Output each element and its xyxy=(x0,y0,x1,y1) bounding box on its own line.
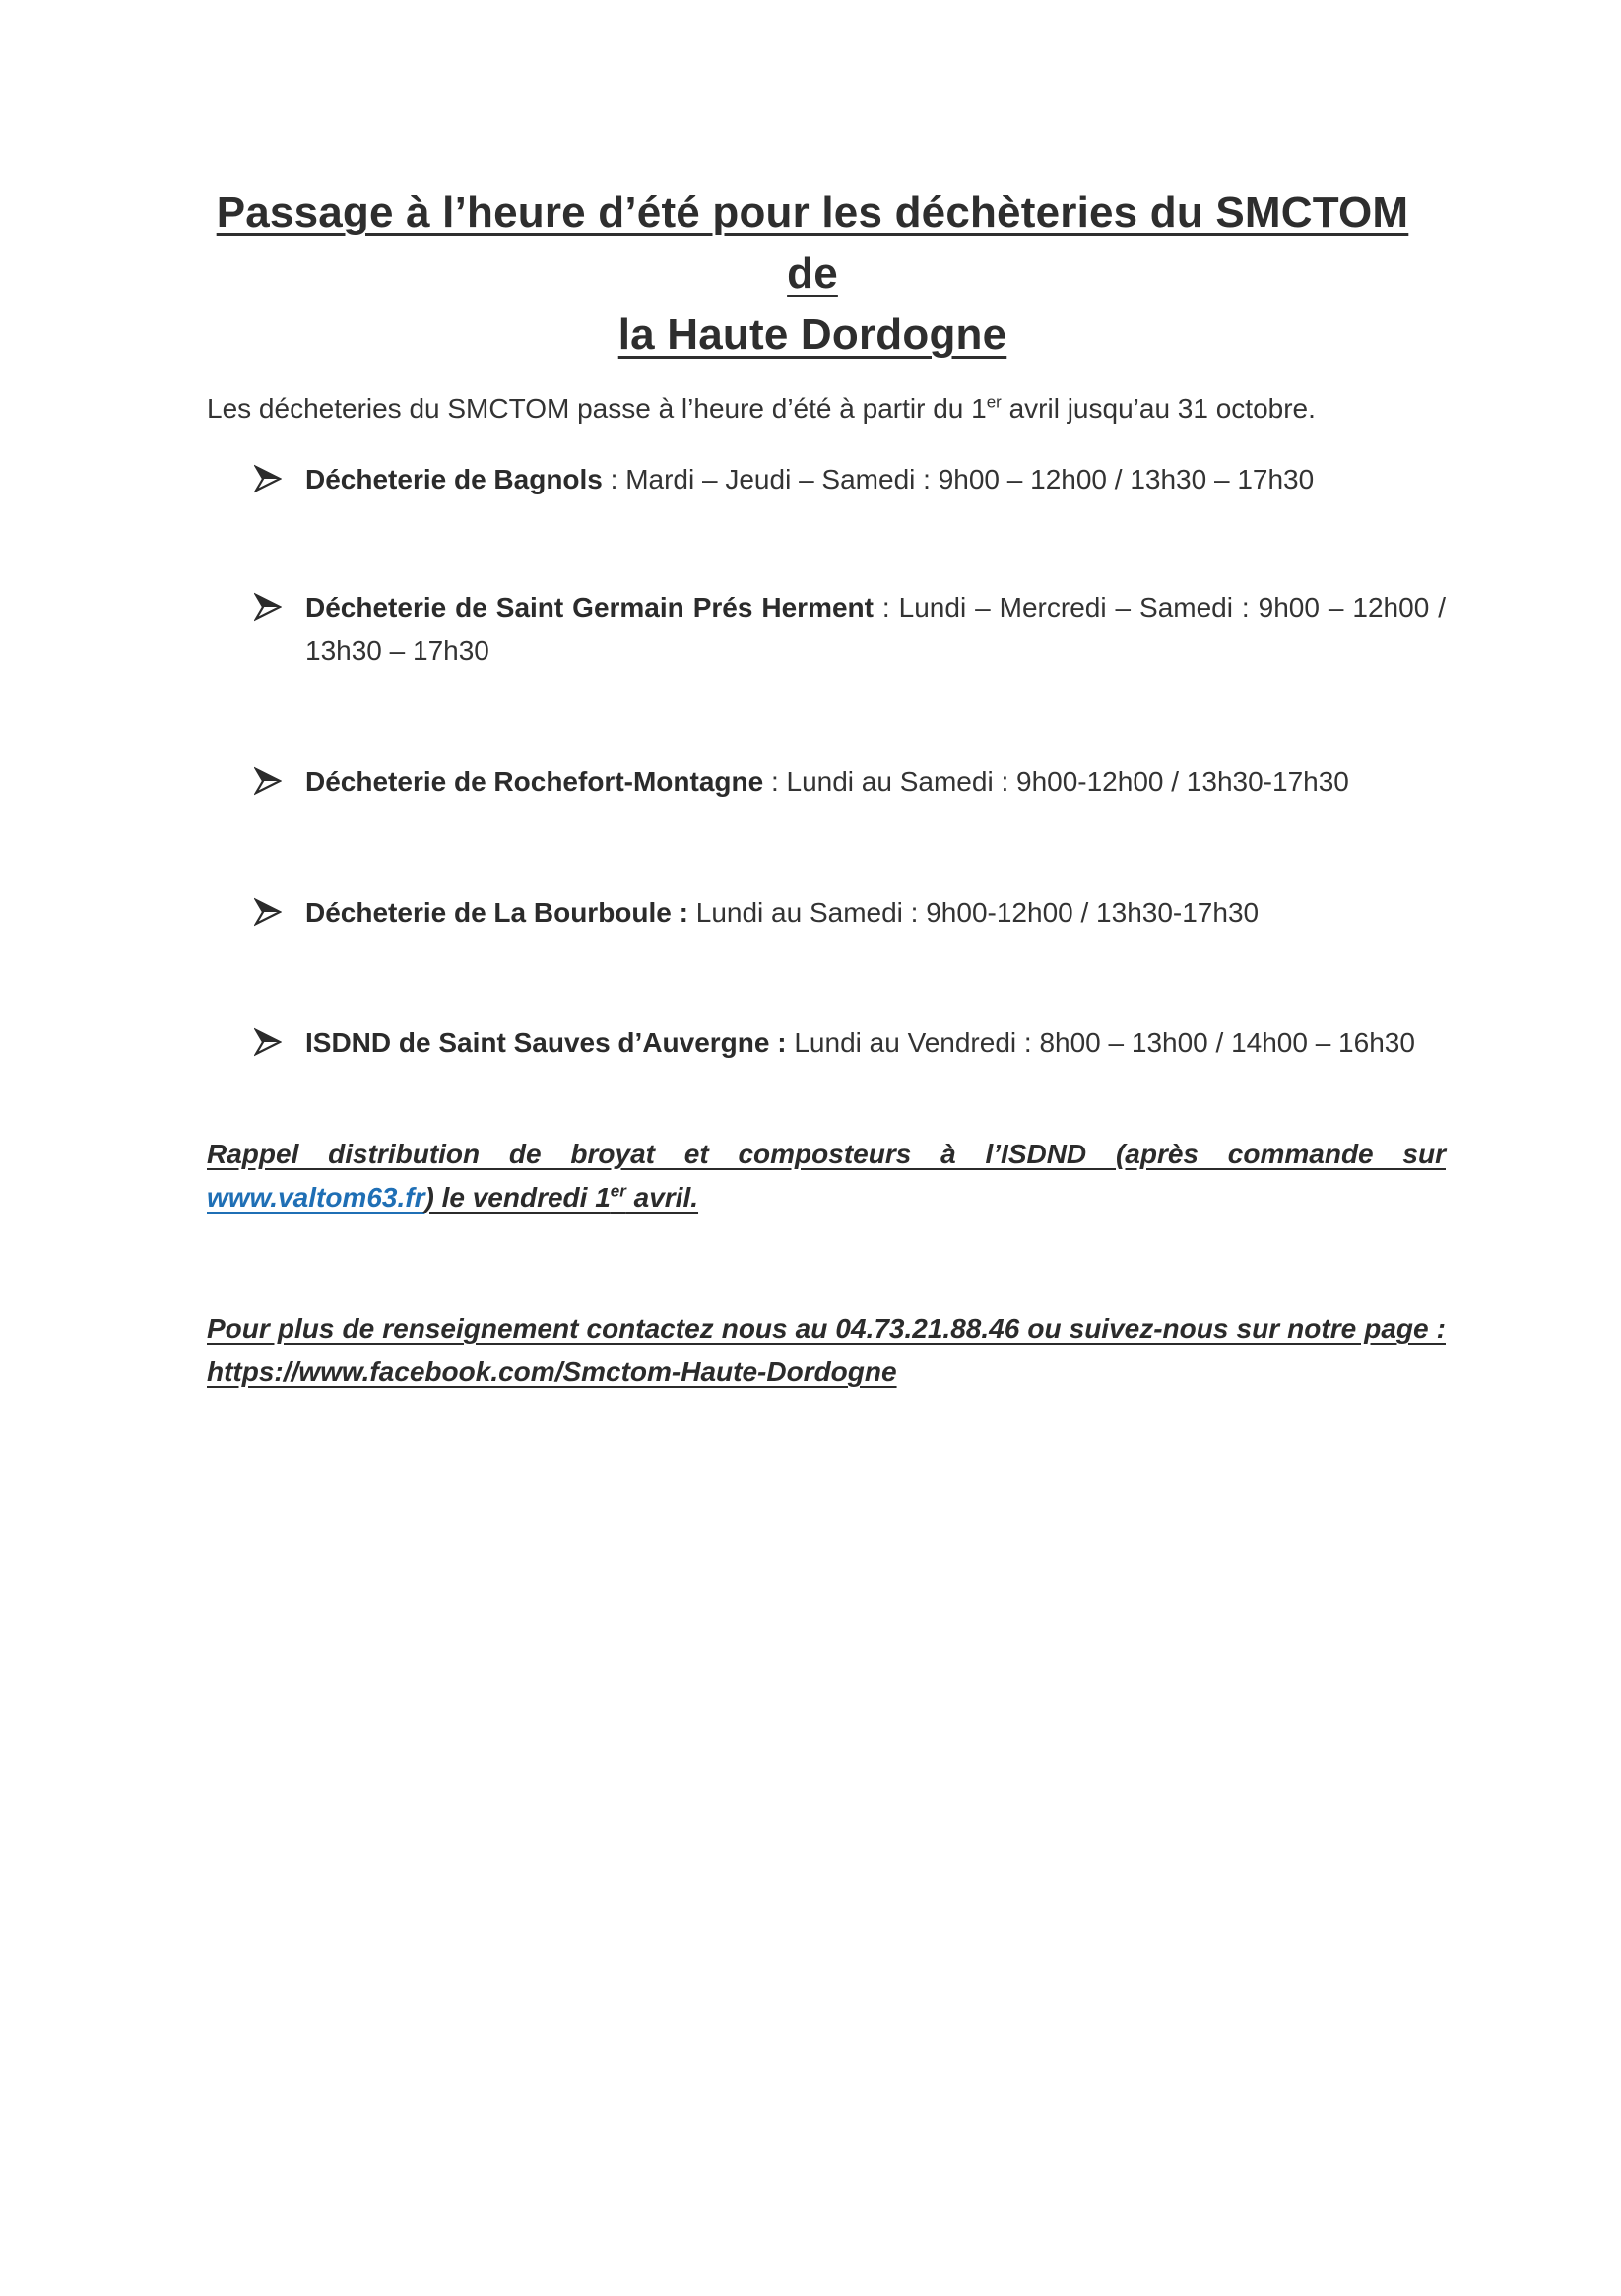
contact-paragraph: Pour plus de renseignement contactez nous au 04.73.21.88.46 ou suivez-nous sur notre page : https://www.facebook.com/Smctom-Haute-Dordogne xyxy=(207,1313,1446,1387)
list-item-text xyxy=(305,760,1446,804)
intro-text-start: Les décheteries du SMCTOM passe à l’heure d’été à partir du 1 xyxy=(207,393,987,424)
list-item-rochefort xyxy=(254,760,1446,804)
list-item-isdnd xyxy=(254,1021,1446,1065)
list-item-text xyxy=(305,586,1446,673)
page-title-line-1: Passage à l’heure d’été pour les déchèteries du SMCTOM de xyxy=(216,188,1409,297)
arrowhead-bullet-icon xyxy=(254,464,282,493)
list-item-saint-germain xyxy=(254,586,1446,673)
site-hours: Lundi au Samedi : 9h00-12h00 / 13h30-17h30 xyxy=(687,897,1260,928)
arrowhead-bullet-icon xyxy=(254,897,282,927)
intro-superscript: er xyxy=(986,392,1002,412)
reminder-paragraph xyxy=(207,1133,1446,1219)
reminder-superscript: er xyxy=(610,1181,626,1201)
site-hours: : Lundi – Mercredi – Samedi : 9h00 – 12h00 / 13h30 – 17h30 xyxy=(305,592,1446,666)
site-name: ISDND de Saint Sauves d’Auvergne : xyxy=(305,1027,787,1058)
site-name: Décheterie de La Bourboule : xyxy=(305,897,688,928)
site-name: Décheterie de Rochefort-Montagne xyxy=(305,766,764,797)
reminder-text-end: avril. xyxy=(625,1182,699,1213)
valtom-link[interactable]: www.valtom63.fr xyxy=(207,1182,425,1213)
reminder-text-start: Rappel distribution de broyat et composteurs à l’ISDND (après commande sur xyxy=(207,1139,1446,1169)
site-hours: : Lundi au Samedi : 9h00-12h00 / 13h30-17h30 xyxy=(763,766,1349,797)
site-hours: Lundi au Vendredi : 8h00 – 13h00 / 14h00 – 16h30 xyxy=(786,1027,1415,1058)
intro-text-end: avril jusqu’au 31 octobre. xyxy=(1001,393,1316,424)
list-item-la-bourboule xyxy=(254,891,1446,935)
site-name: Décheterie de Saint Germain Prés Herment xyxy=(305,592,874,623)
arrowhead-bullet-icon xyxy=(254,1027,282,1057)
page-title xyxy=(197,182,1428,365)
list-item-text xyxy=(305,891,1446,935)
site-name: Décheterie de Bagnols xyxy=(305,464,603,494)
list-item-text xyxy=(305,458,1446,501)
list-item-text xyxy=(305,1021,1446,1065)
list-item-bagnols xyxy=(254,458,1446,501)
intro-paragraph xyxy=(207,389,1448,428)
reminder-text-middle: ) le vendredi 1 xyxy=(424,1182,611,1213)
page-title-line-2: la Haute Dordogne xyxy=(617,310,1007,359)
arrowhead-bullet-icon xyxy=(254,766,282,796)
site-hours: : Mardi – Jeudi – Samedi : 9h00 – 12h00 / 13h30 – 17h30 xyxy=(602,464,1315,494)
arrowhead-bullet-icon xyxy=(254,592,282,622)
